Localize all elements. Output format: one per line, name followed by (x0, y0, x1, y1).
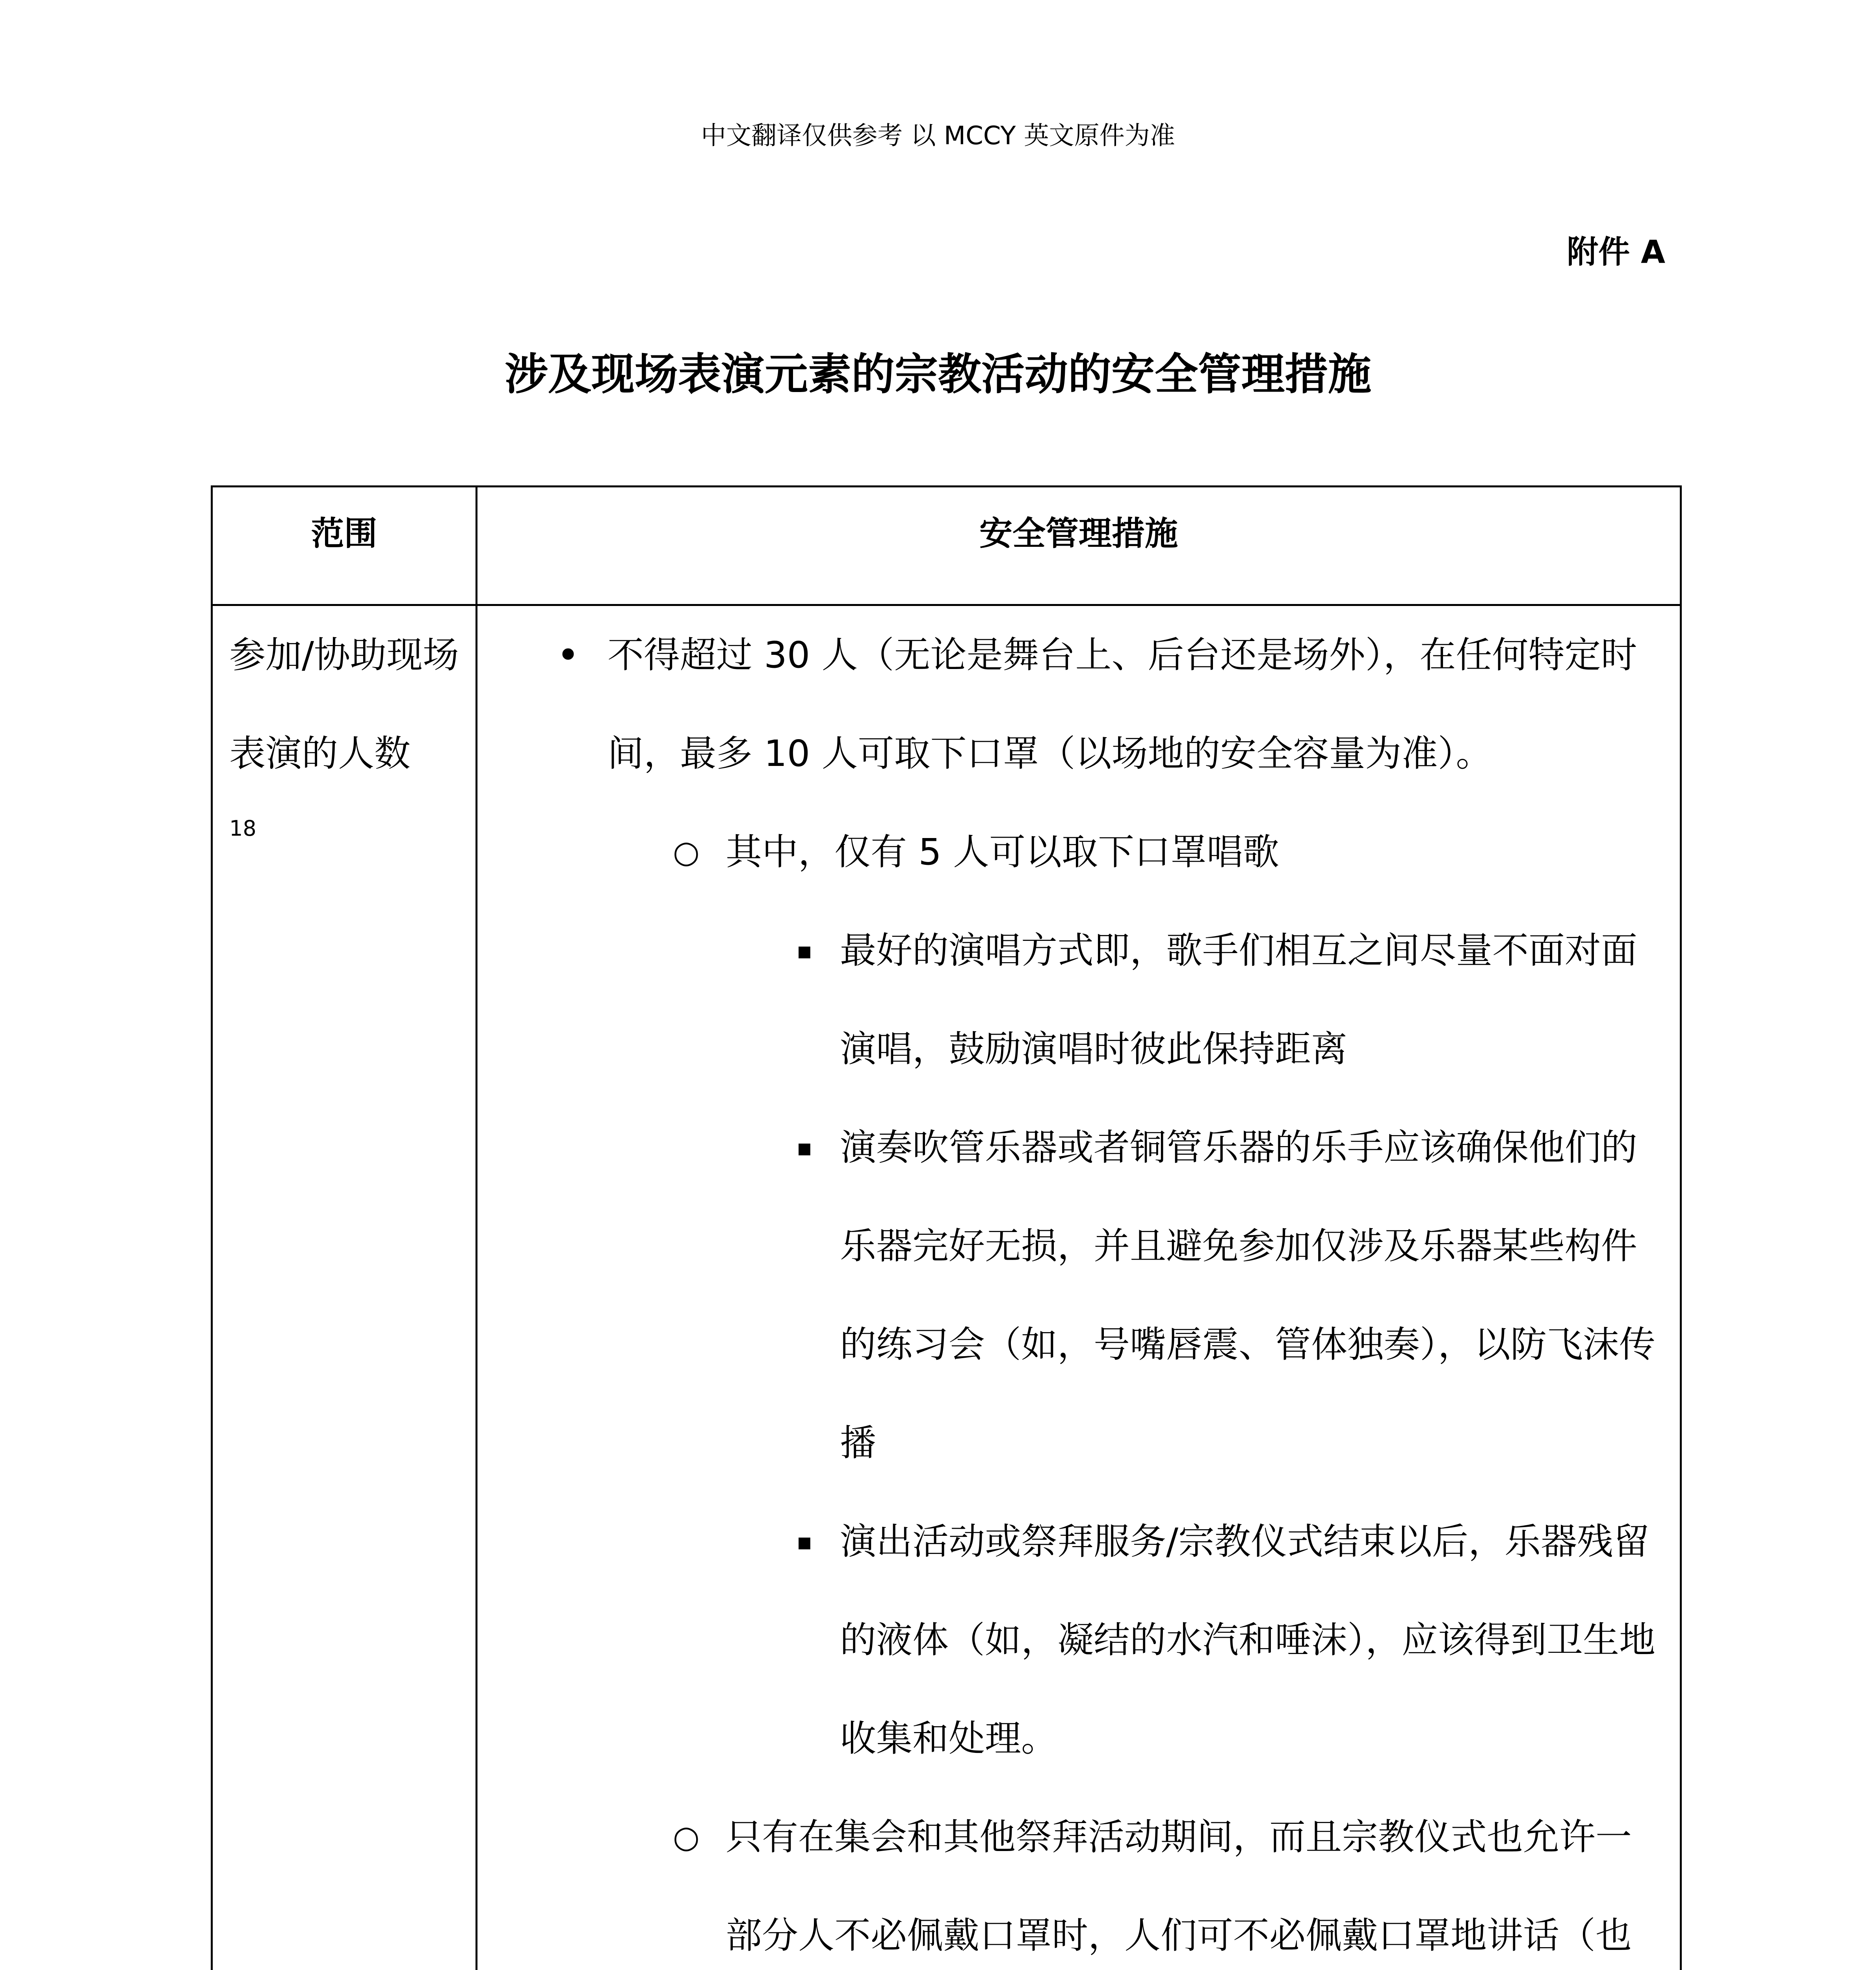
table-header-row (212, 487, 1681, 605)
scope-cell (212, 605, 477, 1970)
measure-text: 不得超过 30 人（无论是舞台上、后台还是场外），在任何特定时间，最多 10 人可取下口罩（以场地的安全容量为准）。 (607, 634, 1637, 775)
bullet-icon: ○ (672, 1819, 700, 1855)
measures-list (477, 606, 1680, 1970)
bullet-icon: ▪ (796, 937, 813, 965)
measure-text: 演奏吹管乐器或者铜管乐器的乐手应该确保他们的乐器完好无损，并且避免参加仅涉及乐器某些构件的练习会（如，号嘴唇震、管体独奏），以防飞沫传播 (840, 1126, 1656, 1464)
measure-text: 其中，仅有 5 人可以取下口罩唱歌 (726, 831, 1280, 873)
header-note: 中文翻译仅供参考 以 MCCY 英文原件为准 (701, 121, 1175, 151)
scope-text: 参加/协助现场表演的人数 (229, 634, 459, 775)
measure-item-level-2 (477, 803, 1680, 901)
bullet-icon: • (556, 632, 580, 678)
measure-item-level-1 (477, 606, 1680, 803)
bullet-icon: ○ (672, 834, 700, 870)
measure-item-level-2 (477, 1788, 1680, 1970)
bullet-icon: ▪ (796, 1134, 813, 1162)
measure-text: 最好的演唱方式即，歌手们相互之间尽量不面对面演唱，鼓励演唱时彼此保持距离 (840, 929, 1638, 1070)
header-measures: 安全管理措施 (477, 487, 1681, 605)
footnote-reference: 18 (229, 816, 256, 841)
safety-measures-table (211, 485, 1682, 1970)
measure-item-level-3 (477, 1098, 1680, 1492)
header-scope: 范围 (212, 487, 477, 605)
measure-text: 演出活动或祭拜服务/宗教仪式结束以后，乐器残留的液体（如，凝结的水汽和唾沫），应该得到卫生地收集和处理。 (840, 1520, 1656, 1760)
measure-text: 只有在集会和其他祭拜活动期间，而且宗教仪式也允许一部分人不必佩戴口罩时，人们可不必佩戴口罩地讲话（也 (726, 1816, 1632, 1957)
measure-item-level-3 (477, 901, 1680, 1098)
document-title: 涉及现场表演元素的宗教活动的安全管理措施 (505, 349, 1371, 400)
measures-cell (477, 605, 1681, 1970)
bullet-icon: ▪ (796, 1528, 813, 1556)
table-row (212, 605, 1681, 1970)
annex-label: 附件 A (1567, 234, 1665, 270)
measure-item-level-3 (477, 1492, 1680, 1788)
